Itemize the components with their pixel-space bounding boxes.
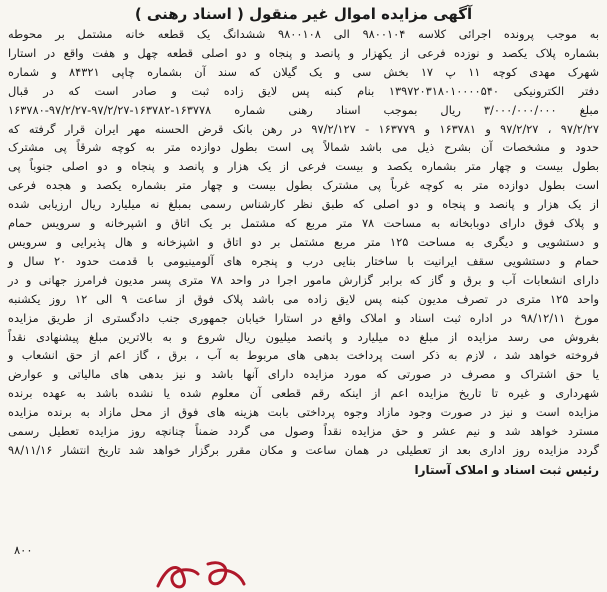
notice-line: به موجب پرونده اجرائی کلاسه ۹۸۰۰۱۰۴ الی ۹۸۰۰۱۰۸ ششدانگ یک قطعه خانه مشتمل بر محوطه <box>8 27 600 41</box>
notice-line: و دستشویی و دیگری به مساحت ۱۲۵ متر مربع مشتمل بر دو اتاق و اشپزخانه و هال پذیرایی و سرویس <box>8 234 600 249</box>
notice-line: شهرک مهدی کوچه ۱۱ پ ۱۷ بخش سی و یک گیلان که سند آن بشماره چاپی ۸۴۳۲۱ و شماره <box>8 64 600 79</box>
notice-line: شهرداری و غیره تا تاریخ مزایده اعم از اینکه رقم قطعی آن معلوم شده یا نشده باشد به عهده برنده <box>8 386 599 401</box>
notice-line: دارای انشعابات آب و برق و گاز که برابر گزارش مامور اجرا در واحد ۷۸ متری پسر مدیون فرامرز جهانی و در <box>8 272 600 287</box>
notice-line: است بطول دوازده متر به کوچه غرباً پی مشترک بطول بیست و چهار متر بشماره یکصد و هجده فرعی <box>8 178 599 193</box>
notice-line: مزایده است و نیز در صورت وجود مازاد وجوه پرداختی بابت هزینه های فوق از محل مازاد به برنده مزایده <box>8 405 599 420</box>
handwritten-mark-icon <box>150 556 270 592</box>
notice-line: دفتر الکترونیکی ۱۳۹۷۲۰۳۱۸۰۱۰۰۰۰۵۴۰ بنام کبنه پس لایق زاده ثبت و صادر است که در قبال <box>8 83 599 98</box>
notice-line: واحد ۱۲۵ متری در تصرف مدیون کبنه پس لایق زاده می باشد پلاک فوق از ساعت ۹ الی ۱۲ روز یکشنبه <box>8 291 600 306</box>
notice-line: حدود و مشخصات آن بشرح ذیل می باشد شمالاً پی است بطول دوازده متر به کوچه شرقاً پی مشترک <box>8 140 599 155</box>
notice-line: بفروش می رسد مزایده از مبلغ ده میلیارد و پانصد میلیون ریال شروع و به بالاترین مبلغ پیشنهادی نقداً <box>8 329 599 344</box>
notice-code: ۸۰۰ <box>14 543 33 557</box>
notice-line: گردد مزایده روز اداری بعد از تعطیلی در همان ساعت و مکان مقرر برگزار خواهد شد تاریخ انتشار ۹۸/۱۱/۱۶ <box>8 442 599 457</box>
notice-line: بشماره پلاک یکصد و نوزده فرعی از یکهزار و پانصد و پنجاه و دو اصلی قطعه چهل و هفت واقع در استارا <box>8 45 599 60</box>
notice-line: فروخته خواهد شد ، لازم به ذکر است پرداخت بدهی های مربوط به آب ، برق ، گاز اعم از حق انشعاب و <box>8 348 599 363</box>
notice-title: آگهی مزایده اموال غیر منقول ( اسناد رهنی ) <box>134 5 473 23</box>
notice-line: و پلاک فوق دارای دوبابخانه به مساحت ۷۸ متر مربع که مشتمل بر یک اتاق و اشپرخانه و سرویس حمام <box>8 216 599 231</box>
notice-line: یا حق اشتراک و مصرف در صورتی که مورد مزایده دارای آنها باشد و نیز بدهی های مالیاتی و عوارض <box>8 367 599 382</box>
notice-line: از یک هزار و پانصد و پنجاه و دو اصلی که طبق نظر کارشناس رسمی بمبلغ نه میلیارد ریال ارزیابی شده <box>8 197 599 212</box>
signature-line: رئیس ثبت اسناد و املاک آستارا <box>414 462 599 477</box>
notice-line: بطول بیست و چهار متر بشماره یکصد و بیست فرعی از یک هزار و پانصد و پنجاه و دو اصلی جنوباً پی <box>8 159 599 174</box>
notice-line: مبلغ ۳/۰۰۰/۰۰۰/۰۰۰ ریال بموجب اسناد رهنی شماره ۱۶۳۷۷۸-۱۶۳۷۸۲-۹۷/۲/۲۷-۹۷/۲/۲۷-۱۶۳۷۸۰ <box>8 102 599 117</box>
notice-body <box>8 25 599 460</box>
notice-line: حمام و دستشویی سقف ایرانیت با ساختار بنایی درب و پنجره های آلومینیومی با قدمت حدود ۲۰ سال و <box>8 253 599 268</box>
notice-line: ۹۷/۲/۲۷ ، ۹۷/۲/۲۷ و ۱۶۳۷۸۱ و ۱۶۳۷۷۹ - ۹۷/۲/۱۲۷ در رهن بانک قرض الحسنه مهر ایران قرار گرفته که <box>8 121 599 136</box>
notice-line: مسترد خواهد شد و نیم عشر و حق مزایده نقداً وصول می گردد ضمناً چنانچه روز مزایده تعطیل رسمی <box>8 424 599 439</box>
notice-line: مورخ ۹۸/۱۲/۱۱ در اداره ثبت اسناد و املاک واقع در استارا خیابان جمهوری جنب دادگستری از طریق مزایده <box>8 310 599 325</box>
